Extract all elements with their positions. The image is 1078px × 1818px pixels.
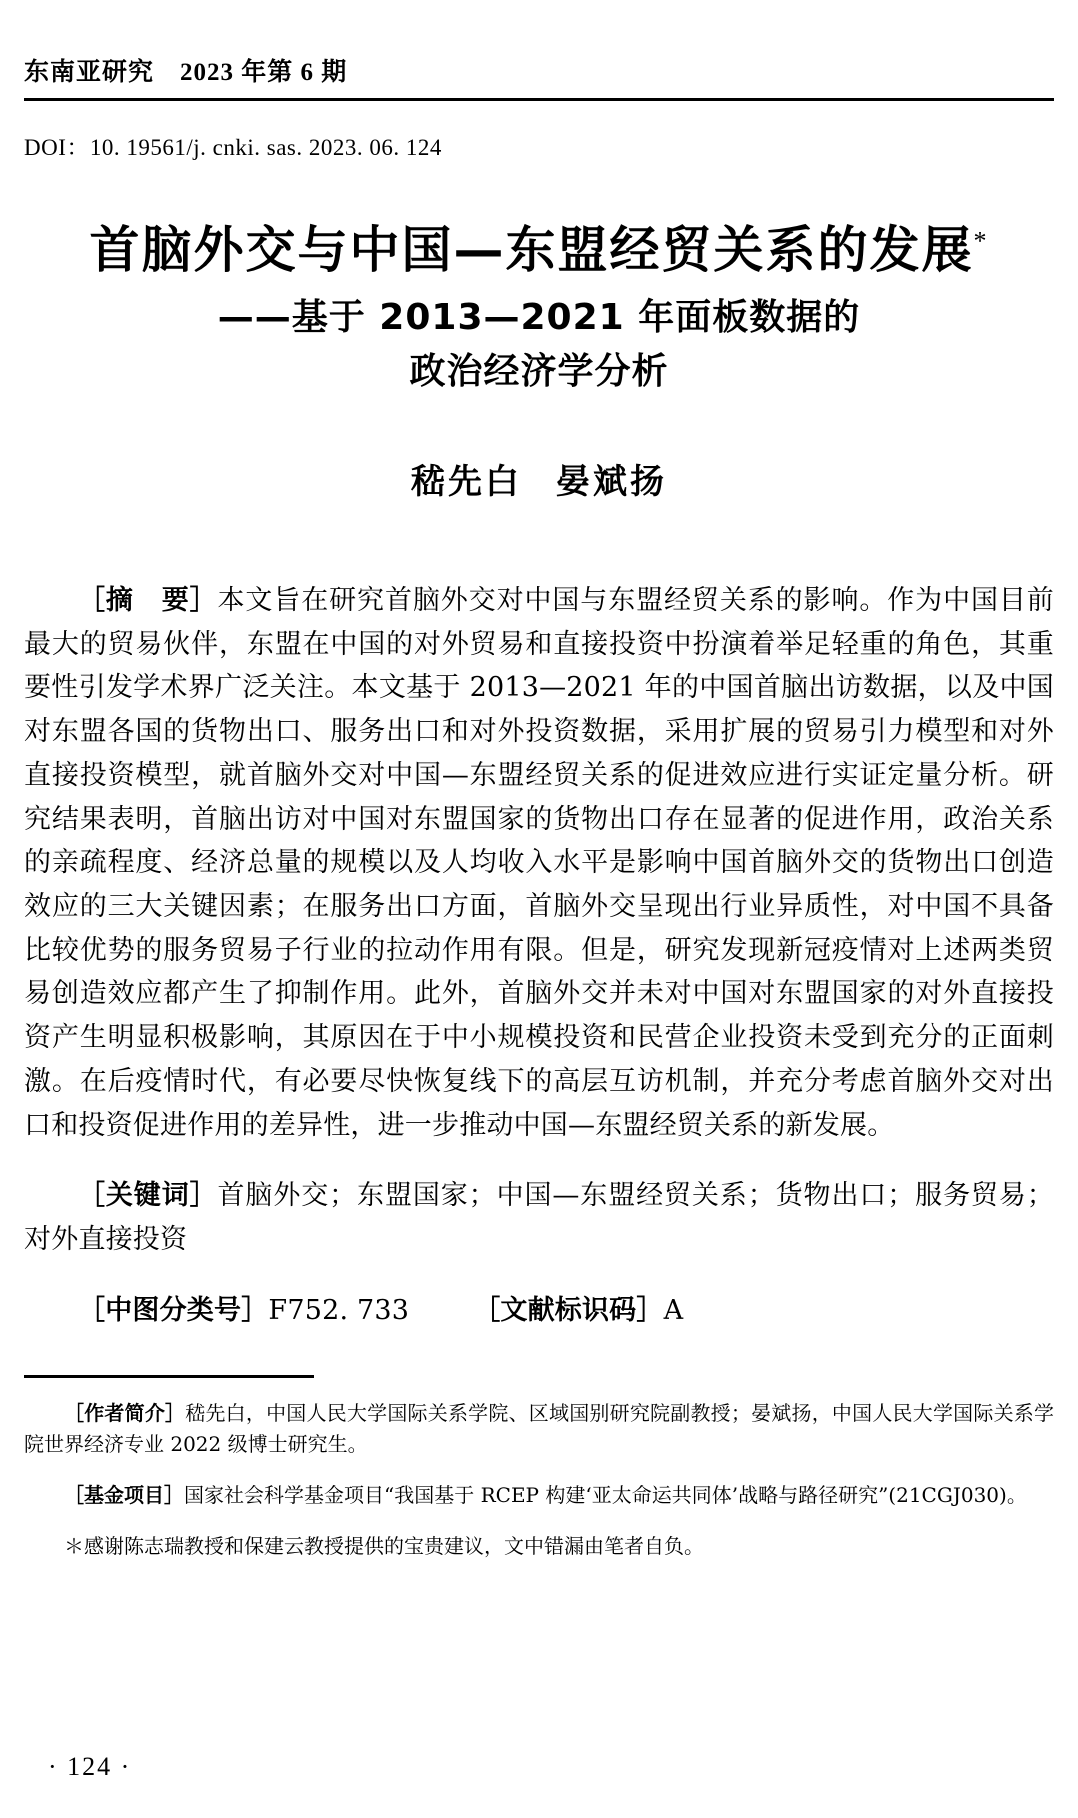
author-name-2: 晏斌扬	[556, 461, 667, 502]
article-title	[90, 222, 989, 280]
title-footnote-marker: *	[973, 226, 989, 256]
article-subtitle-line-2: 政治经济学分析	[409, 350, 669, 392]
article-title-text: 首脑外交与中国—东盟经贸关系的发展	[89, 221, 974, 279]
keywords-text: 首脑外交；东盟国家；中国—东盟经贸关系；货物出口；服务贸易；对外直接投资	[24, 1180, 1055, 1256]
acknowledgement-text: 感谢陈志瑞教授和保建云教授提供的宝贵建议，文中错漏由笔者自负。	[84, 1533, 704, 1558]
clc-value: F752. 733	[268, 1294, 410, 1326]
keywords-label: ［关键词］	[78, 1180, 218, 1212]
abstract-paragraph	[24, 579, 1054, 1148]
abstract-label: ［摘 要］	[78, 584, 218, 616]
clc-label: ［中图分类号］	[78, 1294, 269, 1326]
asterisk-marker: ＊	[64, 1533, 84, 1558]
doi-line: DOI：10. 19561/j. cnki. sas. 2023. 06. 124	[24, 135, 442, 160]
issue-label: 2023 年第 6 期	[180, 59, 348, 86]
funding-label: ［基金项目］	[64, 1482, 184, 1507]
author-list	[24, 454, 1054, 503]
main-title-row	[24, 222, 1054, 280]
footnote-author-bio	[24, 1398, 1054, 1460]
journal-name: 东南亚研究	[24, 57, 155, 86]
page-number: · 124 ·	[48, 1752, 132, 1781]
footnote-divider	[24, 1375, 314, 1378]
document-code-label: ［文献标识码］	[473, 1294, 664, 1326]
title-block	[24, 222, 1054, 398]
footnotes-block	[24, 1398, 1054, 1562]
header-divider	[24, 98, 1054, 101]
article-subtitle-line-1: ——基于 2013—2021 年面板数据的	[217, 296, 861, 338]
abstract-block	[24, 579, 1054, 1333]
abstract-text: 本文旨在研究首脑外交对中国与东盟经贸关系的影响。作为中国目前最大的贸易伙伴，东盟在中国的对外贸易和直接投资中扮演着举足轻重的角色，其重要性引发学术界广泛关注。本文基于 2013—2021 年的中国首脑出访数据，以及中国对东盟各国的货物出口、服务出口和对外投资数据，采用扩展的贸易引力模型和对外直接投资模型，就首脑外交对中国—东盟经贸关系的促进效应进行实证定量分析。研究结果表明，首脑出访对中国对东盟国家的货物出口存在显著的促进作用，政治关系的亲疏程度、经济总量的规模以及人均收入水平是影响中国首脑外交的货物出口创造效应的三大关键因素；在服务出口方面，首脑外交呈现出行业异质性，对中国不具备比较优势的服务贸易子行业的拉动作用有限。但是，研究发现新冠疫情对上述两类贸易创造效应都产生了抑制作用。此外，首脑外交并未对中国对东盟国家的对外直接投资产生明显积极影响，其原因在于中小规模投资和民营企业投资未受到充分的正面刺激。在后疫情时代，有必要尽快恢复线下的高层互访机制，并充分考虑首脑外交对出口和投资促进作用的差异性，进一步推动中国—东盟经贸关系的新发展。	[24, 584, 1055, 1141]
footnote-acknowledgement	[24, 1531, 1054, 1562]
running-head	[24, 0, 1054, 88]
keywords-paragraph	[24, 1174, 1054, 1261]
author-bio-label: ［作者简介］	[64, 1400, 186, 1425]
author-name-1: 嵇先白	[411, 461, 522, 502]
codes-paragraph	[24, 1289, 1054, 1333]
document-code-value: A	[663, 1294, 684, 1326]
author-bio-text: 嵇先白，中国人民大学国际关系学院、区域国别研究院副教授；晏斌扬，中国人民大学国际关系学院世界经济专业 2022 级博士研究生。	[24, 1400, 1054, 1456]
footnote-funding	[24, 1480, 1054, 1511]
funding-text: 国家社会科学基金项目“我国基于 RCEP 构建‘亚太命运共同体’战略与路径研究”(21CGJ030)。	[184, 1482, 1027, 1507]
